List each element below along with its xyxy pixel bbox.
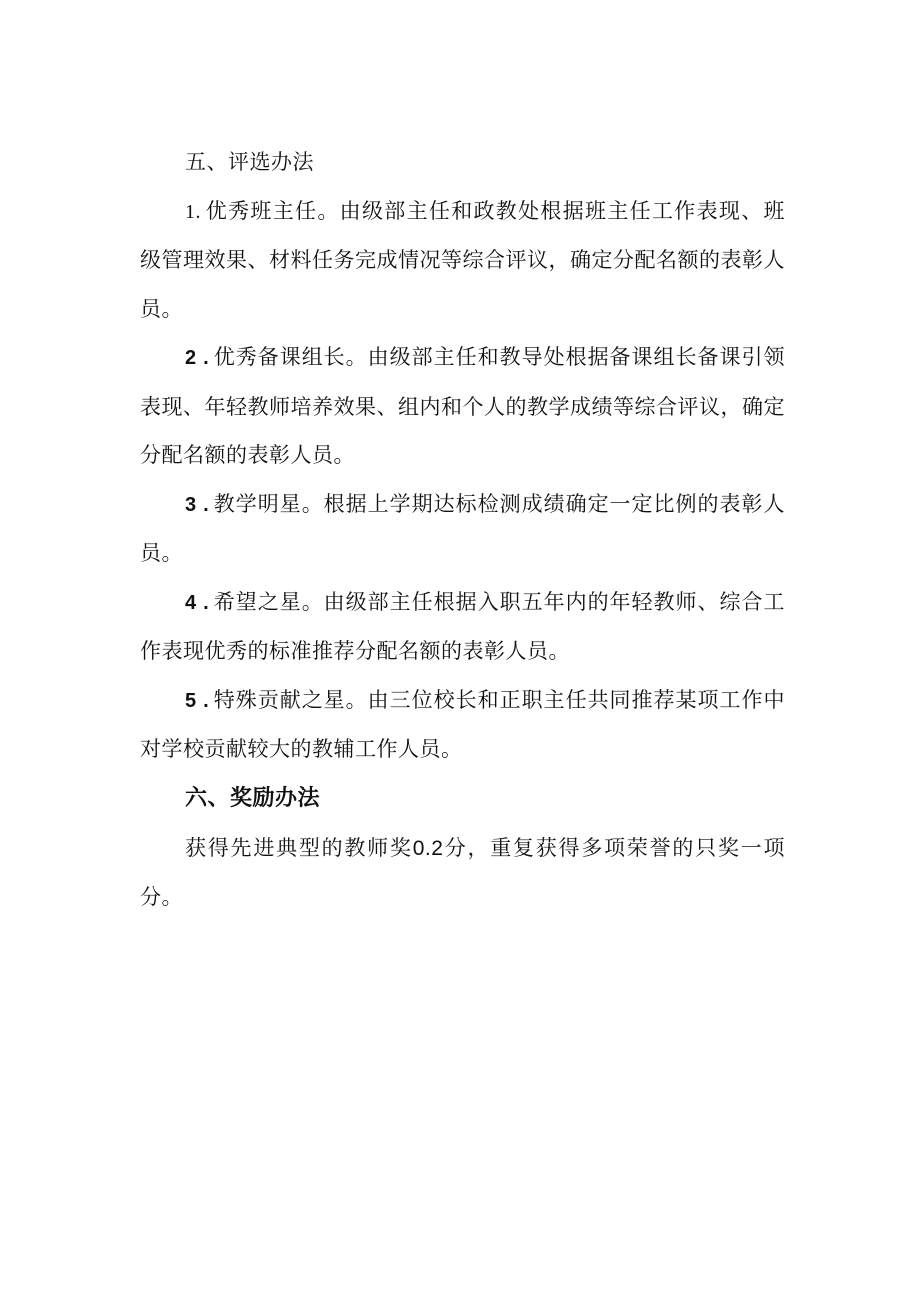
section-5-item-3	[140, 480, 785, 578]
item-5-number: 5 .	[185, 689, 210, 712]
section-5-item-4	[140, 578, 785, 676]
item-2-number: 2 .	[185, 347, 210, 369]
reward-value: 0.2	[412, 836, 444, 860]
section-5-item-5	[140, 676, 785, 774]
section-5-heading: 五、评选办法	[185, 150, 314, 174]
item-4-number: 4 .	[185, 591, 210, 614]
reward-text-before: 获得先进典型的教师奖	[185, 835, 413, 860]
item-2-text: 优秀备课组长。由级部主任和教导处根据备课组长备课引领表现、年轻教师培养效果、组内和个人的教学成绩等综合评议，确定分配名额的表彰人员。	[140, 345, 785, 467]
section-5-item-1	[140, 187, 785, 334]
item-3-number: 3 .	[185, 493, 210, 516]
item-1-number: 1.	[185, 200, 201, 223]
item-1-text: 优秀班主任。由级部主任和政教处根据班主任工作表现、班级管理效果、材料任务完成情况等综合评议，确定分配名额的表彰人员。	[140, 198, 785, 321]
section-5-item-2	[140, 333, 785, 480]
reward-text-after: 分，重复获得多项荣誉的只奖一项分。	[140, 835, 785, 909]
section-6-heading: 六、奖励办法	[185, 785, 321, 811]
item-5-text: 特殊贡献之星。由三位校长和正职主任共同推荐某项工作中对学校贡献较大的教辅工作人员。	[140, 687, 785, 761]
document-body	[140, 138, 785, 922]
item-4-text: 希望之星。由级部主任根据入职五年内的年轻教师、综合工作表现优秀的标准推荐分配名额的表彰人员。	[140, 589, 785, 663]
section-6-paragraph	[140, 824, 785, 922]
item-3-text: 教学明星。根据上学期达标检测成绩确定一定比例的表彰人员。	[140, 491, 785, 565]
